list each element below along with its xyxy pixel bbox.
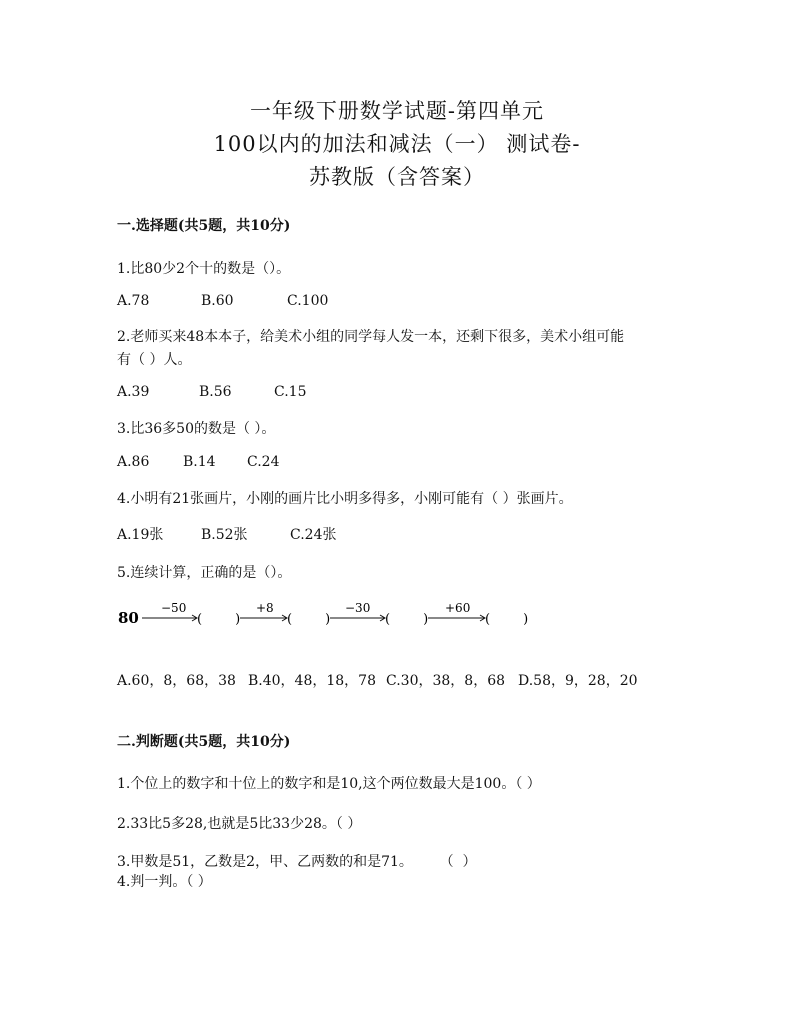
q1-1-option-b: B.60 <box>201 293 234 309</box>
question-2-4: 4.判一判。（ ） <box>117 874 212 890</box>
q1-1-option-a: A.78 <box>117 293 150 309</box>
q1-1-option-c: C.100 <box>287 293 329 309</box>
section-1-heading: 一.选择题(共5题，共10分) <box>117 218 291 234</box>
chain-start-number: 80 <box>118 609 139 627</box>
q1-5-option-c: C.30，38，8，68 <box>386 673 506 689</box>
question-2-1: 1.个位上的数字和十位上的数字和是10,这个两位数最大是100。（ ） <box>117 776 541 792</box>
q1-3-option-b: B.14 <box>183 454 216 470</box>
q1-3-option-c: C.24 <box>247 454 280 470</box>
chain-blank-4: ( ) <box>485 612 529 627</box>
question-2-3: 3.甲数是51，乙数是2，甲、乙两数的和是71。 （ ） <box>117 854 477 870</box>
q1-2-option-a: A.39 <box>117 384 150 400</box>
chain-op-4: +60 <box>445 601 471 615</box>
q1-2-option-b: B.56 <box>199 384 232 400</box>
chain-op-1: −50 <box>161 601 187 615</box>
section-2-heading: 二.判断题(共5题，共10分) <box>117 734 291 750</box>
chain-blank-3: ( ) <box>385 612 429 627</box>
question-1-3: 3.比36多50的数是（ ）。 <box>117 421 276 437</box>
q1-3-option-a: A.86 <box>117 454 150 470</box>
q1-4-option-a: A.19张 <box>117 527 164 543</box>
question-1-4: 4.小明有21张画片，小刚的画片比小明多得多，小刚可能有（ ）张画片。 <box>117 491 573 507</box>
question-2-2: 2.33比5多28,也就是5比33少28。（ ） <box>117 816 362 832</box>
chain-blank-1: ( ) <box>197 612 241 627</box>
chain-blank-2: ( ) <box>287 612 331 627</box>
question-1-2-line-2: 有（ ）人。 <box>117 352 192 368</box>
page-title-line-1: 一年级下册数学试题-第四单元 <box>249 99 545 123</box>
chain-op-2: +8 <box>256 601 274 615</box>
chain-op-3: −30 <box>345 601 371 615</box>
calculation-chain-diagram <box>118 600 538 632</box>
page-title-line-2: 100以内的加法和减法（一） 测试卷- <box>213 132 581 156</box>
question-1-1: 1.比80少2个十的数是（）。 <box>117 261 291 277</box>
q1-5-option-d: D.58，9，28，20 <box>518 673 638 689</box>
q1-5-option-a: A.60，8，68，38 <box>117 673 236 689</box>
question-1-5: 5.连续计算，正确的是（）。 <box>117 565 292 581</box>
question-1-2-line-1: 2.老师买来48本本子，给美术小组的同学每人发一本，还剩下很多，美术小组可能 <box>117 329 625 345</box>
page-title-line-3: 苏教版（含答案） <box>309 165 485 189</box>
q1-2-option-c: C.15 <box>274 384 307 400</box>
q1-5-option-b: B.40，48，18，78 <box>248 673 376 689</box>
q1-4-option-b: B.52张 <box>201 527 248 543</box>
q1-4-option-c: C.24张 <box>290 527 337 543</box>
